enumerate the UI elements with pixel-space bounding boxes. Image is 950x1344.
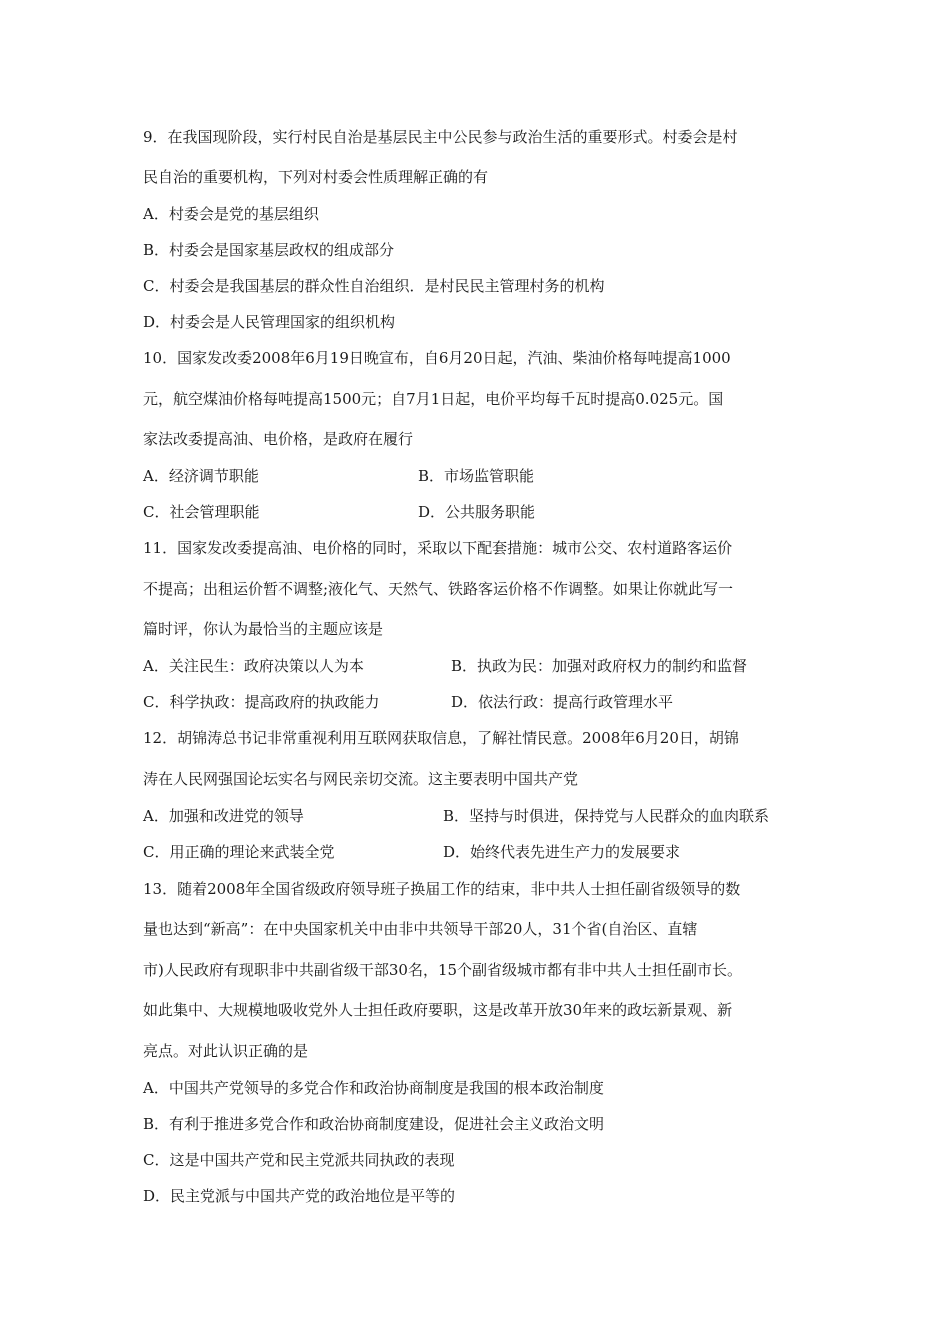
option-a: A．加强和改进党的领导 — [143, 807, 304, 825]
question-stem-line: 家法改委提高油、电价格，是政府在履行 — [143, 430, 414, 448]
question-stem-line: 涛在人民网强国论坛实名与网民亲切交流。这主要表明中国共产党 — [143, 770, 579, 788]
question-stem-line: 元，航空煤油价格每吨提高1500元；自7月1日起，电价平均每千瓦时提高0.025元。国 — [143, 390, 724, 408]
option-a: A．经济调节职能 — [143, 467, 259, 485]
question-stem-line: 10．国家发改委2008年6月19日晚宣布，自6月20日起，汽油、柴油价格每吨提高1000 — [143, 349, 731, 367]
option-b: B．有利于推进多党合作和政治协商制度建设，促进社会主义政治文明 — [143, 1115, 605, 1133]
option-c: C．科学执政：提高政府的执政能力 — [143, 693, 380, 711]
question-stem-line: 9．在我国现阶段，实行村民自治是基层民主中公民参与政治生活的重要形式。村委会是村 — [143, 128, 738, 146]
option-b: B．村委会是国家基层政权的组成部分 — [143, 241, 395, 259]
question-stem-line: 13．随着2008年全国省级政府领导班子换届工作的结束，非中共人士担任副省级领导的数 — [143, 880, 741, 898]
option-b: B．坚持与时俱进，保持党与人民群众的血肉联系 — [443, 807, 770, 825]
option-d: D．依法行政：提高行政管理水平 — [451, 693, 674, 711]
option-c: C．社会管理职能 — [143, 503, 260, 521]
option-c: C．村委会是我国基层的群众性自治组织．是村民民主管理村务的机构 — [143, 277, 605, 295]
question-stem-line: 民自治的重要机构，下列对村委会性质理解正确的有 — [143, 168, 489, 186]
question-stem-line: 不提高；出租运价暂不调整;液化气、天然气、铁路客运价格不作调整。如果让你就此写一 — [143, 580, 734, 598]
question-stem-line: 11．国家发改委提高油、电价格的同时，采取以下配套措施：城市公交、农村道路客运价 — [143, 539, 733, 557]
question-stem-line: 12．胡锦涛总书记非常重视利用互联网获取信息，了解社情民意。2008年6月20日，胡锦 — [143, 729, 739, 747]
option-b: B．市场监管职能 — [418, 467, 535, 485]
option-b: B．执政为民：加强对政府权力的制约和监督 — [451, 657, 748, 675]
option-a: A．关注民生：政府决策以人为本 — [143, 657, 364, 675]
question-stem-line: 市)人民政府有现职非中共副省级干部30名，15个副省级城市都有非中共人士担任副市长。 — [143, 961, 743, 979]
question-stem-line: 篇时评，你认为最恰当的主题应该是 — [143, 620, 384, 638]
option-c: C．这是中国共产党和民主党派共同执政的表现 — [143, 1151, 455, 1169]
question-stem-line: 如此集中、大规模地吸收党外人士担任政府要职，这是改革开放30年来的政坛新景观、新 — [143, 1001, 733, 1019]
question-stem-line: 亮点。对此认识正确的是 — [143, 1042, 309, 1060]
question-stem-line: 量也达到“新高”：在中央国家机关中由非中共领导干部20人，31个省(自治区、直辖 — [143, 920, 698, 938]
option-d: D．村委会是人民管理国家的组织机构 — [143, 313, 396, 331]
option-a: A．村委会是党的基层组织 — [143, 205, 319, 223]
option-a: A．中国共产党领导的多党合作和政治协商制度是我国的根本政治制度 — [143, 1079, 604, 1097]
option-d: D．民主党派与中国共产党的政治地位是平等的 — [143, 1187, 456, 1205]
option-c: C．用正确的理论来武装全党 — [143, 843, 335, 861]
option-d: D．公共服务职能 — [418, 503, 536, 521]
option-d: D．始终代表先进生产力的发展要求 — [443, 843, 681, 861]
